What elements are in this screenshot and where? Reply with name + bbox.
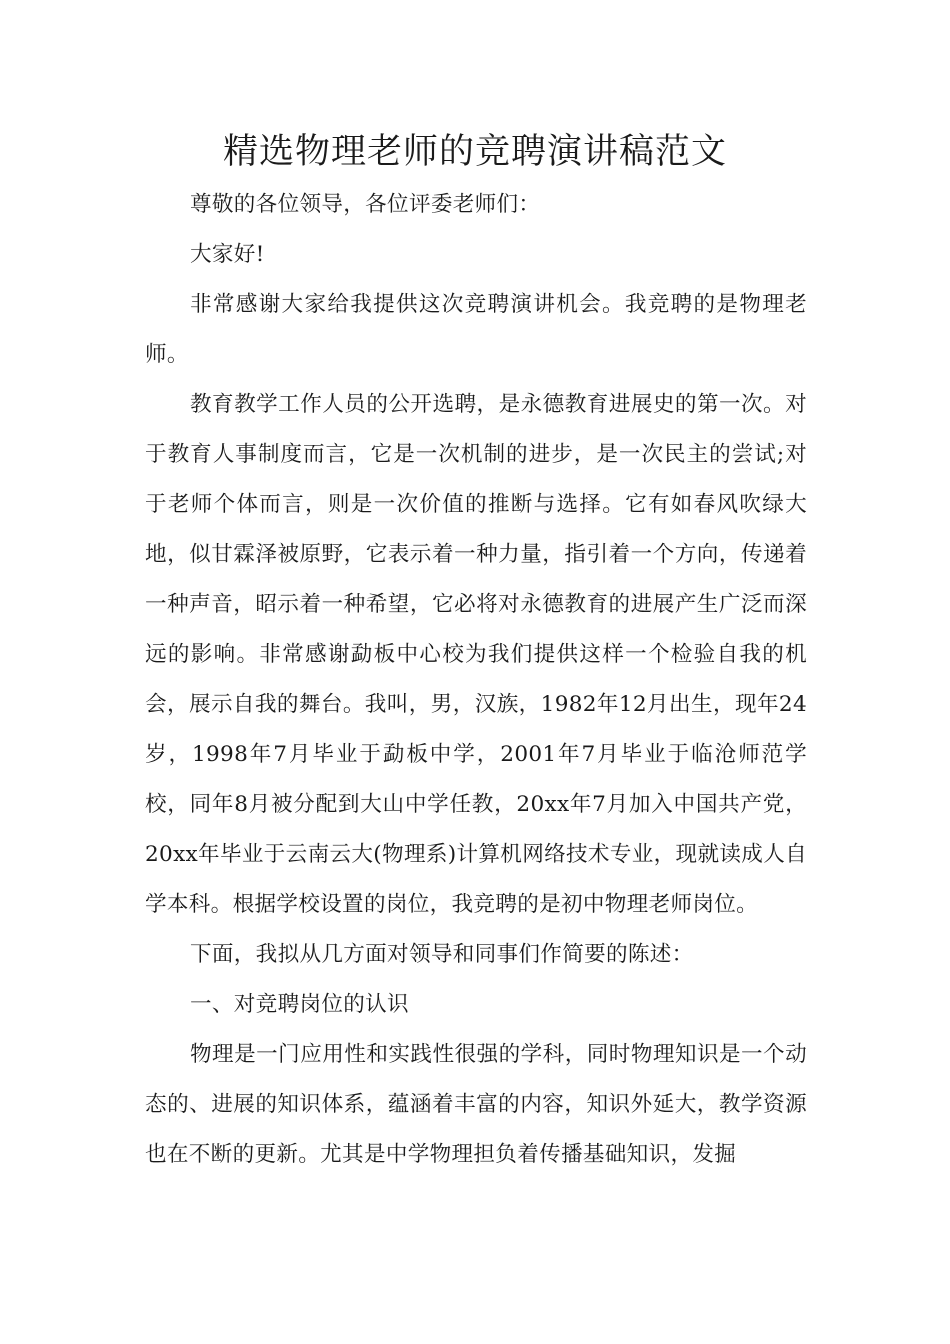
section-heading-1: 一、对竞聘岗位的认识 — [190, 992, 409, 1017]
document-body — [145, 180, 807, 1180]
paragraph-greeting: 大家好! — [190, 242, 265, 267]
paragraph-physics: 物理是一门应用性和实践性很强的学科，同时物理知识是一个动态的、进展的知识体系，蕴涵着丰富的内容，知识外延大，教学资源也在不断的更新。尤其是中学物理担负着传播基础知识，发掘 — [145, 1042, 807, 1167]
document-title: 精选物理老师的竞聘演讲稿范文 — [222, 132, 727, 172]
paragraph-thanks: 非常感谢大家给我提供这次竞聘演讲机会。我竞聘的是物理老师。 — [145, 292, 807, 367]
paragraph-outline: 下面，我拟从几方面对领导和同事们作简要的陈述： — [190, 942, 694, 967]
paragraph-introduction: 教育教学工作人员的公开选聘，是永德教育进展史的第一次。对于教育人事制度而言，它是一次机制的进步，是一次民主的尝试;对于老师个体而言，则是一次价值的推断与选择。它有如春风吹绿大地，似甘霖泽被原野，它表示着一种力量，指引着一个方向，传递着一种声音，昭示着一种希望，它必将对永德教育的进展产生广泛而深远的影响。非常感谢勐板中心校为我们提供这样一个检验自我的机会，展示自我的舞台。我叫，男，汉族，1982年12月出生，现年24岁，1998年7月毕业于勐板中学，2001年7月毕业于临沧师范学校，同年8月被分配到大山中学任教，20xx年7月加入中国共产党，20xx年毕业于云南云大(物理系)计算机网络技术专业，现就读成人自学本科。根据学校设置的岗位，我竞聘的是初中物理老师岗位。 — [145, 392, 807, 917]
paragraph-salutation: 尊敬的各位领导，各位评委老师们： — [190, 192, 541, 217]
